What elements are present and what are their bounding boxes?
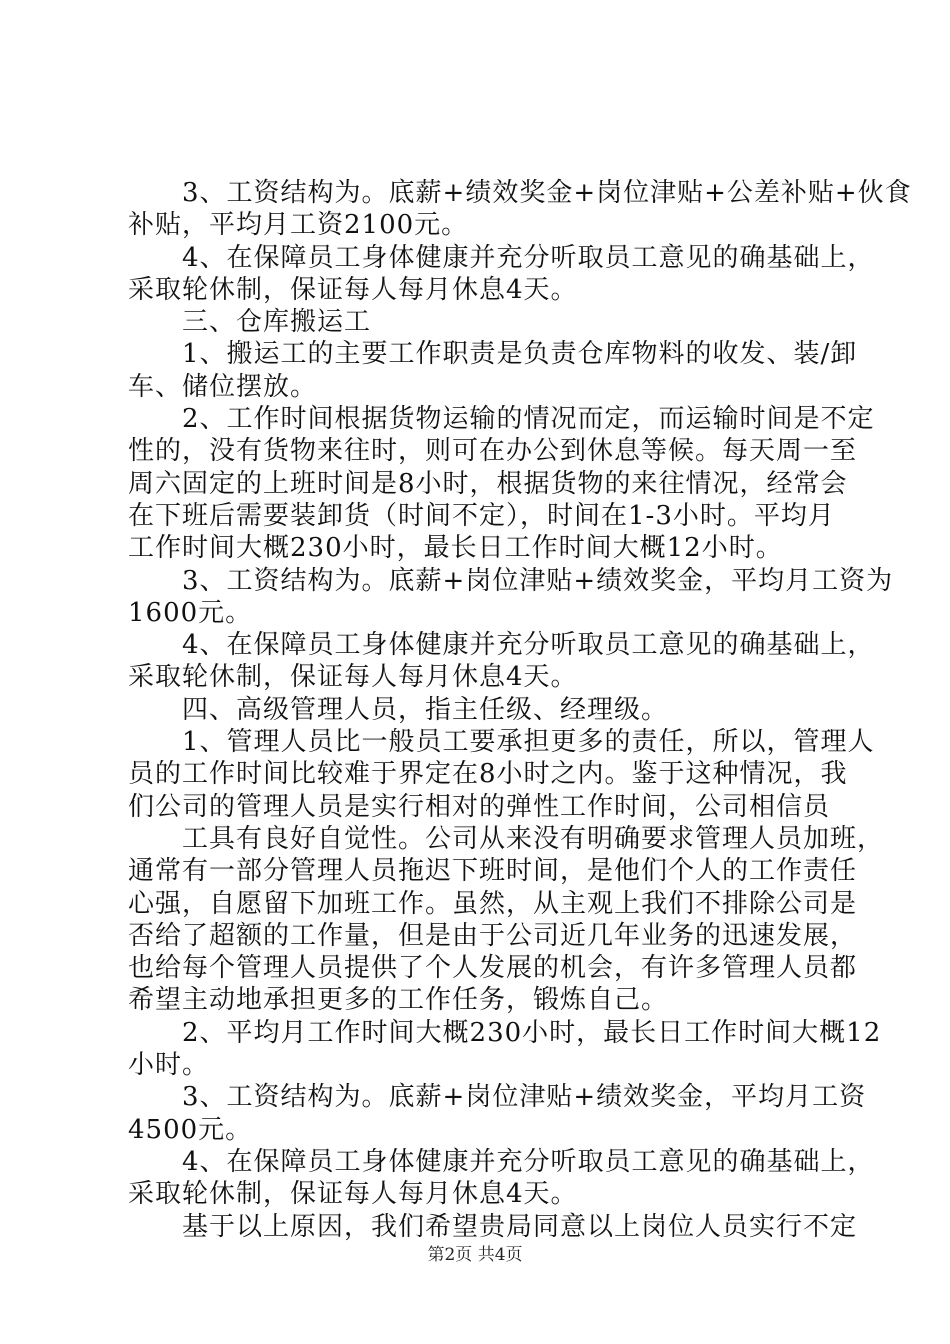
text-line: 基于以上原因，我们希望贵局同意以上岗位人员实行不定 bbox=[128, 1212, 858, 1242]
text-line: 车、储位摆放。 bbox=[128, 372, 318, 402]
text-line: 在下班后需要装卸货（时间不定），时间在1-3小时。平均月 bbox=[128, 501, 835, 531]
text-line: 3、工资结构为。底薪+岗位津贴+绩效奖金，平均月工资为 bbox=[128, 566, 894, 596]
text-line: 小时。 bbox=[128, 1050, 210, 1080]
text-line: 4、在保障员工身体健康并充分听取员工意见的确基础上， bbox=[128, 1147, 875, 1177]
text-line: 们公司的管理人员是实行相对的弹性工作时间，公司相信员 bbox=[128, 792, 831, 822]
text-line: 也给每个管理人员提供了个人发展的机会，有许多管理人员都 bbox=[128, 953, 858, 983]
text-line: 采取轮休制，保证每人每月休息4天。 bbox=[128, 275, 578, 305]
text-line: 否给了超额的工作量，但是由于公司近几年业务的迅速发展， bbox=[128, 921, 858, 951]
text-line: 1600元。 bbox=[128, 598, 253, 628]
text-line: 3、工资结构为。底薪+岗位津贴+绩效奖金，平均月工资 bbox=[128, 1082, 867, 1112]
text-line: 希望主动地承担更多的工作任务，锻炼自己。 bbox=[128, 985, 669, 1015]
text-line: 采取轮休制，保证每人每月休息4天。 bbox=[128, 1179, 578, 1209]
text-line: 2、平均月工作时间大概230小时，最长日工作时间大概12 bbox=[128, 1018, 882, 1048]
text-line: 性的，没有货物来往时，则可在办公到休息等候。每天周一至 bbox=[128, 436, 858, 466]
text-line: 采取轮休制，保证每人每月休息4天。 bbox=[128, 662, 578, 692]
text-line: 通常有一部分管理人员拖迟下班时间，是他们个人的工作责任 bbox=[128, 856, 858, 886]
text-line: 4500元。 bbox=[128, 1115, 253, 1145]
text-line: 工作时间大概230小时，最长日工作时间大概12小时。 bbox=[128, 533, 783, 563]
section-heading: 四、高级管理人员，指主任级、经理级。 bbox=[128, 695, 669, 725]
text-line: 1、管理人员比一般员工要承担更多的责任，所以，管理人 bbox=[128, 727, 875, 757]
text-line: 2、工作时间根据货物运输的情况而定，而运输时间是不定 bbox=[128, 404, 875, 434]
text-line: 心强，自愿留下加班工作。虽然，从主观上我们不排除公司是 bbox=[128, 889, 858, 919]
text-line: 员的工作时间比较难于界定在8小时之内。鉴于这种情况，我 bbox=[128, 759, 848, 789]
text-line: 1、搬运工的主要工作职责是负责仓库物料的收发、装/卸 bbox=[128, 339, 858, 369]
text-line: 3、工资结构为。底薪+绩效奖金+岗位津贴+公差补贴+伙食 bbox=[128, 178, 912, 208]
text-line: 4、在保障员工身体健康并充分听取员工意见的确基础上， bbox=[128, 630, 875, 660]
text-line: 补贴，平均月工资2100元。 bbox=[128, 210, 469, 240]
page-footer: 第2页 共4页 bbox=[427, 1245, 523, 1265]
text-line: 工具有良好自觉性。公司从来没有明确要求管理人员加班， bbox=[128, 824, 885, 854]
section-heading: 三、仓库搬运工 bbox=[128, 307, 372, 337]
text-line: 周六固定的上班时间是8小时，根据货物的来往情况，经常会 bbox=[128, 469, 848, 499]
text-line: 4、在保障员工身体健康并充分听取员工意见的确基础上， bbox=[128, 243, 875, 273]
